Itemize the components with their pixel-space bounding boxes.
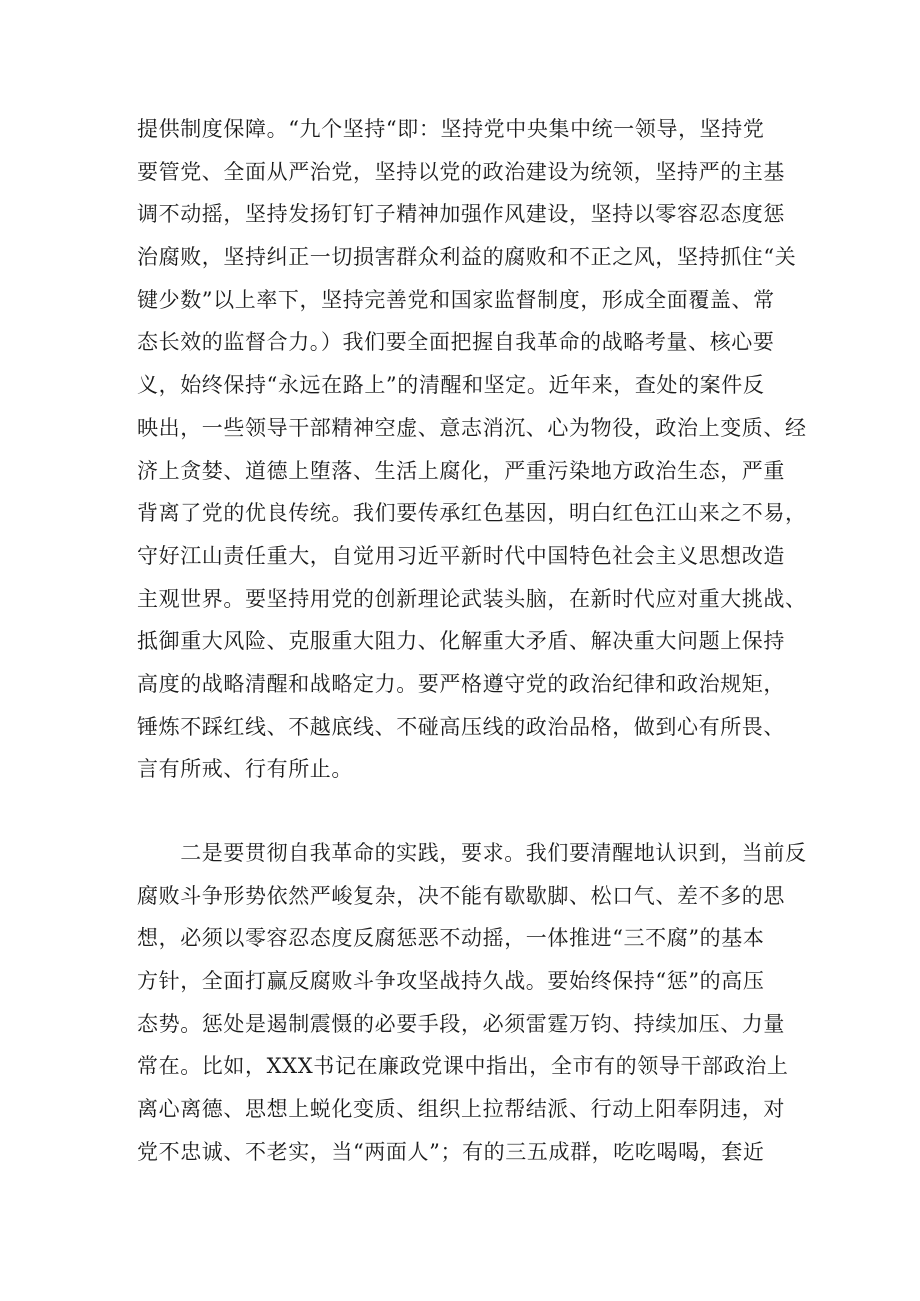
text-line: 言有所戒、行有所止。	[137, 757, 353, 782]
text-line: 映出，一些领导干部精神空虚、意志消沉、心为物役，政治上变质、经	[137, 415, 807, 440]
text-line: 济上贪婪、道德上堕落、生活上腐化，严重污染地方政治生态，严重	[137, 458, 785, 483]
text-line: 想，必须以零容忍态度反腐惩恶不动摇，一体推进“三不腐”的基本	[137, 926, 765, 951]
text-line: 提供制度保障。“九个坚持“即：坚持党中央集中统一领导，坚持党	[137, 117, 765, 141]
text-line: 常在。比如，XXX书记在廉政党课中指出，全市有的领导干部政治上	[137, 1054, 789, 1079]
text-line: 态长效的监督合力。）我们要全面把握自我革命的战略考量、核心要	[137, 330, 775, 355]
paragraph-2	[137, 832, 807, 1174]
text-line: 二是要贯彻自我革命的实践，要求。我们要清醒地认识到，当前反	[137, 841, 807, 865]
text-line: 调不动摇，坚持发扬钉钉子精神加强作风建设，坚持以零容忍态度惩	[137, 202, 785, 227]
text-line: 腐败斗争形势依然严峻复杂，决不能有歇歇脚、松口气、差不多的思	[137, 883, 785, 908]
text-line: 义，始终保持“永远在路上”的清醒和坚定。近年来，查处的案件反	[137, 373, 765, 398]
text-line: 键少数”以上率下，坚持完善党和国家监督制度，形成全面覆盖、常	[137, 287, 775, 312]
text-line: 守好江山责任重大，自觉用习近平新时代中国特色社会主义思想改造	[137, 543, 785, 568]
text-line: 离心离德、思想上蜕化变质、组织上拉帮结派、行动上阳奉阴违，对	[137, 1097, 785, 1122]
text-line: 党不忠诚、不老实，当“两面人”；有的三五成群，吃吃喝喝，套近	[137, 1139, 765, 1164]
paragraph-1	[137, 108, 807, 791]
text-line: 治腐败，坚持纠正一切损害群众利益的腐败和不正之风，坚持抓住“关	[137, 245, 797, 270]
text-line: 锤炼不踩红线、不越底线、不碰高压线的政治品格，做到心有所畏、	[137, 714, 785, 739]
text-line: 要管党、全面从严治党，坚持以党的政治建设为统领，坚持严的主基	[137, 159, 785, 184]
text-line: 背离了党的优良传统。我们要传承红色基因，明白红色江山来之不易，	[137, 501, 807, 526]
text-line: 高度的战略清醒和战略定力。要严格遵守党的政治纪律和政治规矩，	[137, 671, 785, 696]
text-line: 态势。惩处是遏制震慑的必要手段，必须雷霆万钧、持续加压、力量	[137, 1011, 785, 1036]
text-line: 主观世界。要坚持用党的创新理论武装头脑，在新时代应对重大挑战、	[137, 586, 807, 611]
text-line: 抵御重大风险、克服重大阻力、化解重大矛盾、解决重大问题上保持	[137, 629, 785, 654]
text-line: 方针，全面打赢反腐败斗争攻坚战持久战。要始终保持“惩”的高压	[137, 969, 765, 994]
